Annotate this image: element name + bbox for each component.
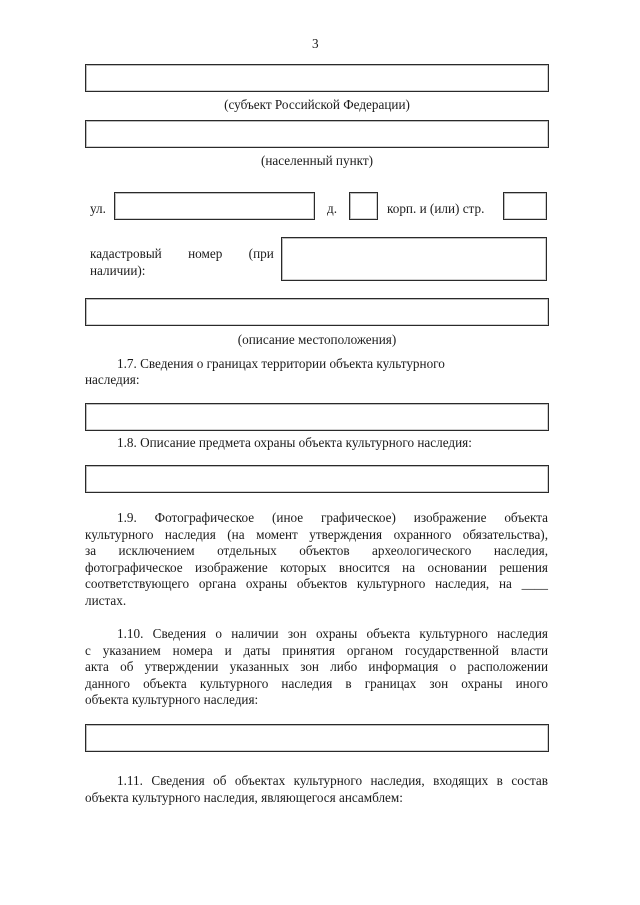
subject-caption: (субъект Российской Федерации) [224, 97, 410, 112]
protection-subject-field[interactable] [85, 465, 549, 493]
section-1-10-line: объекта культурного наследия: [85, 692, 259, 707]
street-field[interactable] [114, 192, 315, 220]
cadastral-field[interactable] [281, 237, 547, 281]
location-caption: (описание местоположения) [237, 332, 397, 347]
territory-boundaries-field[interactable] [85, 403, 549, 431]
section-1-9-line: 1.9. Фотографическое (иное графическое) изображение объекта [117, 510, 548, 525]
locality-field[interactable] [85, 120, 549, 148]
building-label: корп. и (или) стр. [387, 201, 485, 216]
cadastral-label-line2: наличии): [90, 263, 146, 278]
protection-zones-field[interactable] [85, 724, 549, 752]
section-1-7-line2: наследия: [85, 372, 140, 387]
page-number: 3 [312, 36, 319, 51]
house-field[interactable] [349, 192, 378, 220]
subject-field[interactable] [85, 64, 549, 92]
section-1-10-line: 1.10. Сведения о наличии зон охраны объекта культурного наследия [117, 626, 548, 641]
section-1-9-line: соответствующего органа охраны объектов культурного наследия, на ____ [85, 576, 548, 591]
section-1-9 [85, 510, 548, 609]
building-field[interactable] [503, 192, 547, 220]
section-1-10-line: акта об утверждении указанных зон либо информация о расположении [85, 659, 548, 674]
locality-caption: (населенный пункт) [260, 153, 374, 168]
section-1-10-line: с указанием номера и даты принятия органом государственной власти [85, 642, 548, 658]
section-1-9-line: фотографическое изображение которых вносится на основании решения [85, 559, 548, 575]
location-field[interactable] [85, 298, 549, 326]
section-1-9-line: листах. [85, 592, 127, 608]
section-1-9-line: за исключением отдельных объектов археологического наследия, [85, 543, 548, 558]
section-1-10 [85, 626, 548, 709]
cadastral-label-line1: кадастровый номер (при [90, 246, 274, 261]
section-1-11 [85, 773, 548, 806]
section-1-10-line: данного объекта культурного наследия в границах зон охраны иного [85, 675, 548, 691]
section-1-11-line: объекта культурного наследия, являющегося ансамблем: [85, 789, 403, 805]
street-label: ул. [90, 201, 106, 216]
section-1-11-line: 1.11. Сведения об объектах культурного наследия, входящих в состав [117, 773, 548, 788]
house-label: д. [327, 201, 338, 216]
section-1-9-line: культурного наследия (на момент утверждения охранного обязательства), [85, 526, 548, 542]
section-1-8-line1: 1.8. Описание предмета охраны объекта культурного наследия: [117, 435, 472, 450]
section-1-7-line1: 1.7. Сведения о границах территории объекта культурного [117, 356, 445, 371]
